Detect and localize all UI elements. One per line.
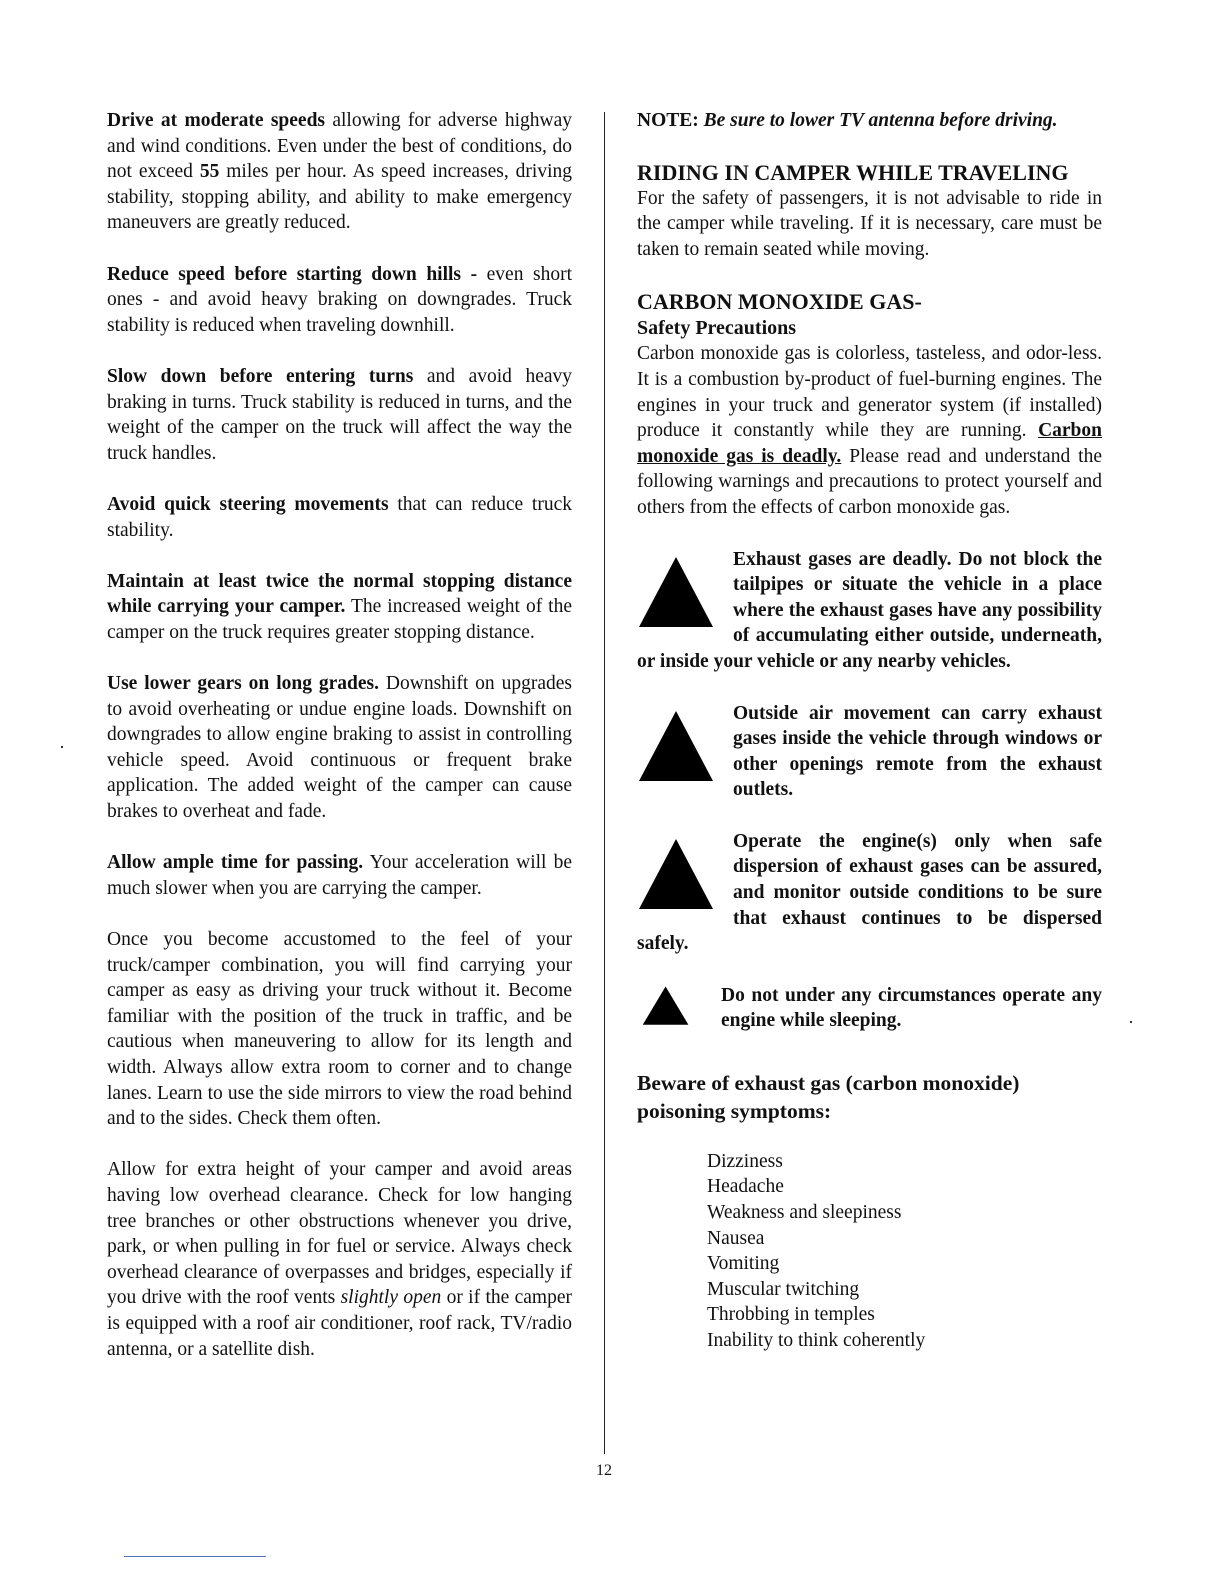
carbon-monoxide-text: Carbon monoxide gas is colorless, tasteless, and odor-less. It is a combustion by-product of fuel-burning engines. The engines in your truck and generator system (if installed) produce it constantly while they are running. Carbon monoxide gas is deadly. Please read and understand the following warnings and precautions to protect yourself and others from the effects of carbon monoxide gas.	[637, 343, 1102, 518]
list-item: Headache	[707, 1176, 784, 1198]
list-item: Throbbing in temples	[707, 1304, 875, 1326]
paragraph-accustomed: Once you become accustomed to the feel of your truck/camper combination, you will find carrying your camper as easy as driving your truck without it. Become familiar with the position of the truck in traffic, and be cautious when maneuvering to allow for its length and width. Always allow extra room to corner and to change lanes. Learn to use the side mirrors to view the road behind and to the sides. Check them often.	[107, 929, 572, 1130]
paragraph-moderate-speeds: Drive at moderate speeds allowing for adverse highway and wind conditions. Even under the best of conditions, do not exceed 55 miles per hour. As speed increases, driving stability, stopping ability, and ability to make emergency maneuvers are greatly reduced.	[107, 110, 572, 234]
list-item: Vomiting	[707, 1253, 780, 1275]
warning-triangle-icon	[637, 835, 715, 911]
warning-4: Do not under any circumstances operate any engine while sleeping.	[637, 983, 1102, 1041]
list-item: Inability to think coherently	[707, 1330, 926, 1351]
warning-3: Operate the engine(s) only when safe dispersion of exhaust gases can be assured, and monitor outside conditions to be sure that exhaust continues to be dispersed safely.	[637, 830, 1102, 955]
list-item: Muscular twitching	[707, 1278, 860, 1300]
paragraph-steering: Avoid quick steering movements that can reduce truck stability.	[107, 493, 572, 541]
right-column	[637, 108, 1102, 1354]
paragraph-slow-down: Slow down before entering turns and avoid heavy braking in turns. Truck stability is reduced in turns, and the weight of the camper on the truck will affect the way the truck handles.	[107, 365, 573, 464]
riding-section	[637, 159, 1102, 263]
paragraph-lower-gears: Use lower gears on long grades. Downshift on upgrades to avoid overheating or undue engine loads. Downshift on downgrades to allow engine braking to assist in controlling vehicle speed. Avoid continuous or frequent brake application. The added weight of the camper can cause brakes to overheat and fade.	[107, 673, 572, 823]
symptoms-list	[637, 1149, 1102, 1354]
paragraph-passing: Allow ample time for passing. Your acceleration will be much slower when you are carrying the camper.	[107, 852, 572, 899]
carbon-monoxide-section	[637, 288, 1102, 520]
warning-triangle-icon	[637, 985, 703, 1041]
beware-heading: Beware of exhaust gas (carbon monoxide) poisoning symptoms:	[637, 1070, 1020, 1123]
warning-triangle-icon	[637, 553, 715, 629]
footer-line	[124, 1556, 266, 1557]
column-divider	[604, 112, 605, 1454]
scan-speck	[1130, 1021, 1132, 1023]
carbon-monoxide-heading: CARBON MONOXIDE GAS-	[637, 289, 922, 315]
page-number: 12	[596, 1462, 612, 1479]
paragraph-extra-height: Allow for extra height of your camper and avoid areas having low overhead clearance. Check for low hanging tree branches or other obstructions whenever you drive, park, or when pulling in for fuel or service. Always check overhead clearance of overpasses and bridges, especially if you drive with the roof vents slightly open or if the camper is equipped with a roof air conditioner, roof rack, TV/radio antenna, or a satellite dish.	[107, 1159, 572, 1360]
note: NOTE: Be sure to lower TV antenna before driving.	[637, 110, 1058, 131]
list-item: Weakness and sleepiness	[707, 1202, 902, 1224]
paragraph-reduce-speed: Reduce speed before starting down hills - even short ones - and avoid heavy braking on downgrades. Truck stability is reduced when traveling downhill.	[107, 263, 573, 336]
warning-1: Exhaust gases are deadly. Do not block the tailpipes or situate the vehicle in a place where the exhaust gases have any possibility of accumulating either outside, underneath, or inside your vehicle or any nearby vehicles.	[637, 548, 1102, 672]
warning-triangle-icon	[637, 707, 715, 783]
safety-precautions-subheading: Safety Precautions	[637, 317, 797, 340]
left-column	[107, 108, 572, 1388]
scan-speck	[61, 746, 63, 748]
riding-text: For the safety of passengers, it is not advisable to ride in the camper while traveling. If it is necessary, care must be taken to remain seated while moving.	[637, 187, 1102, 260]
list-item: Dizziness	[707, 1150, 783, 1172]
list-item: Nausea	[707, 1227, 765, 1249]
warning-2: Outside air movement can carry exhaust gases inside the vehicle through windows or other openings remote from the exhaust outlets.	[637, 701, 1102, 803]
paragraph-stopping-distance: Maintain at least twice the normal stopping distance while carrying your camper. The increased weight of the camper on the truck requires greater stopping distance.	[107, 570, 572, 643]
riding-heading: RIDING IN CAMPER WHILE TRAVELING	[637, 159, 1069, 185]
